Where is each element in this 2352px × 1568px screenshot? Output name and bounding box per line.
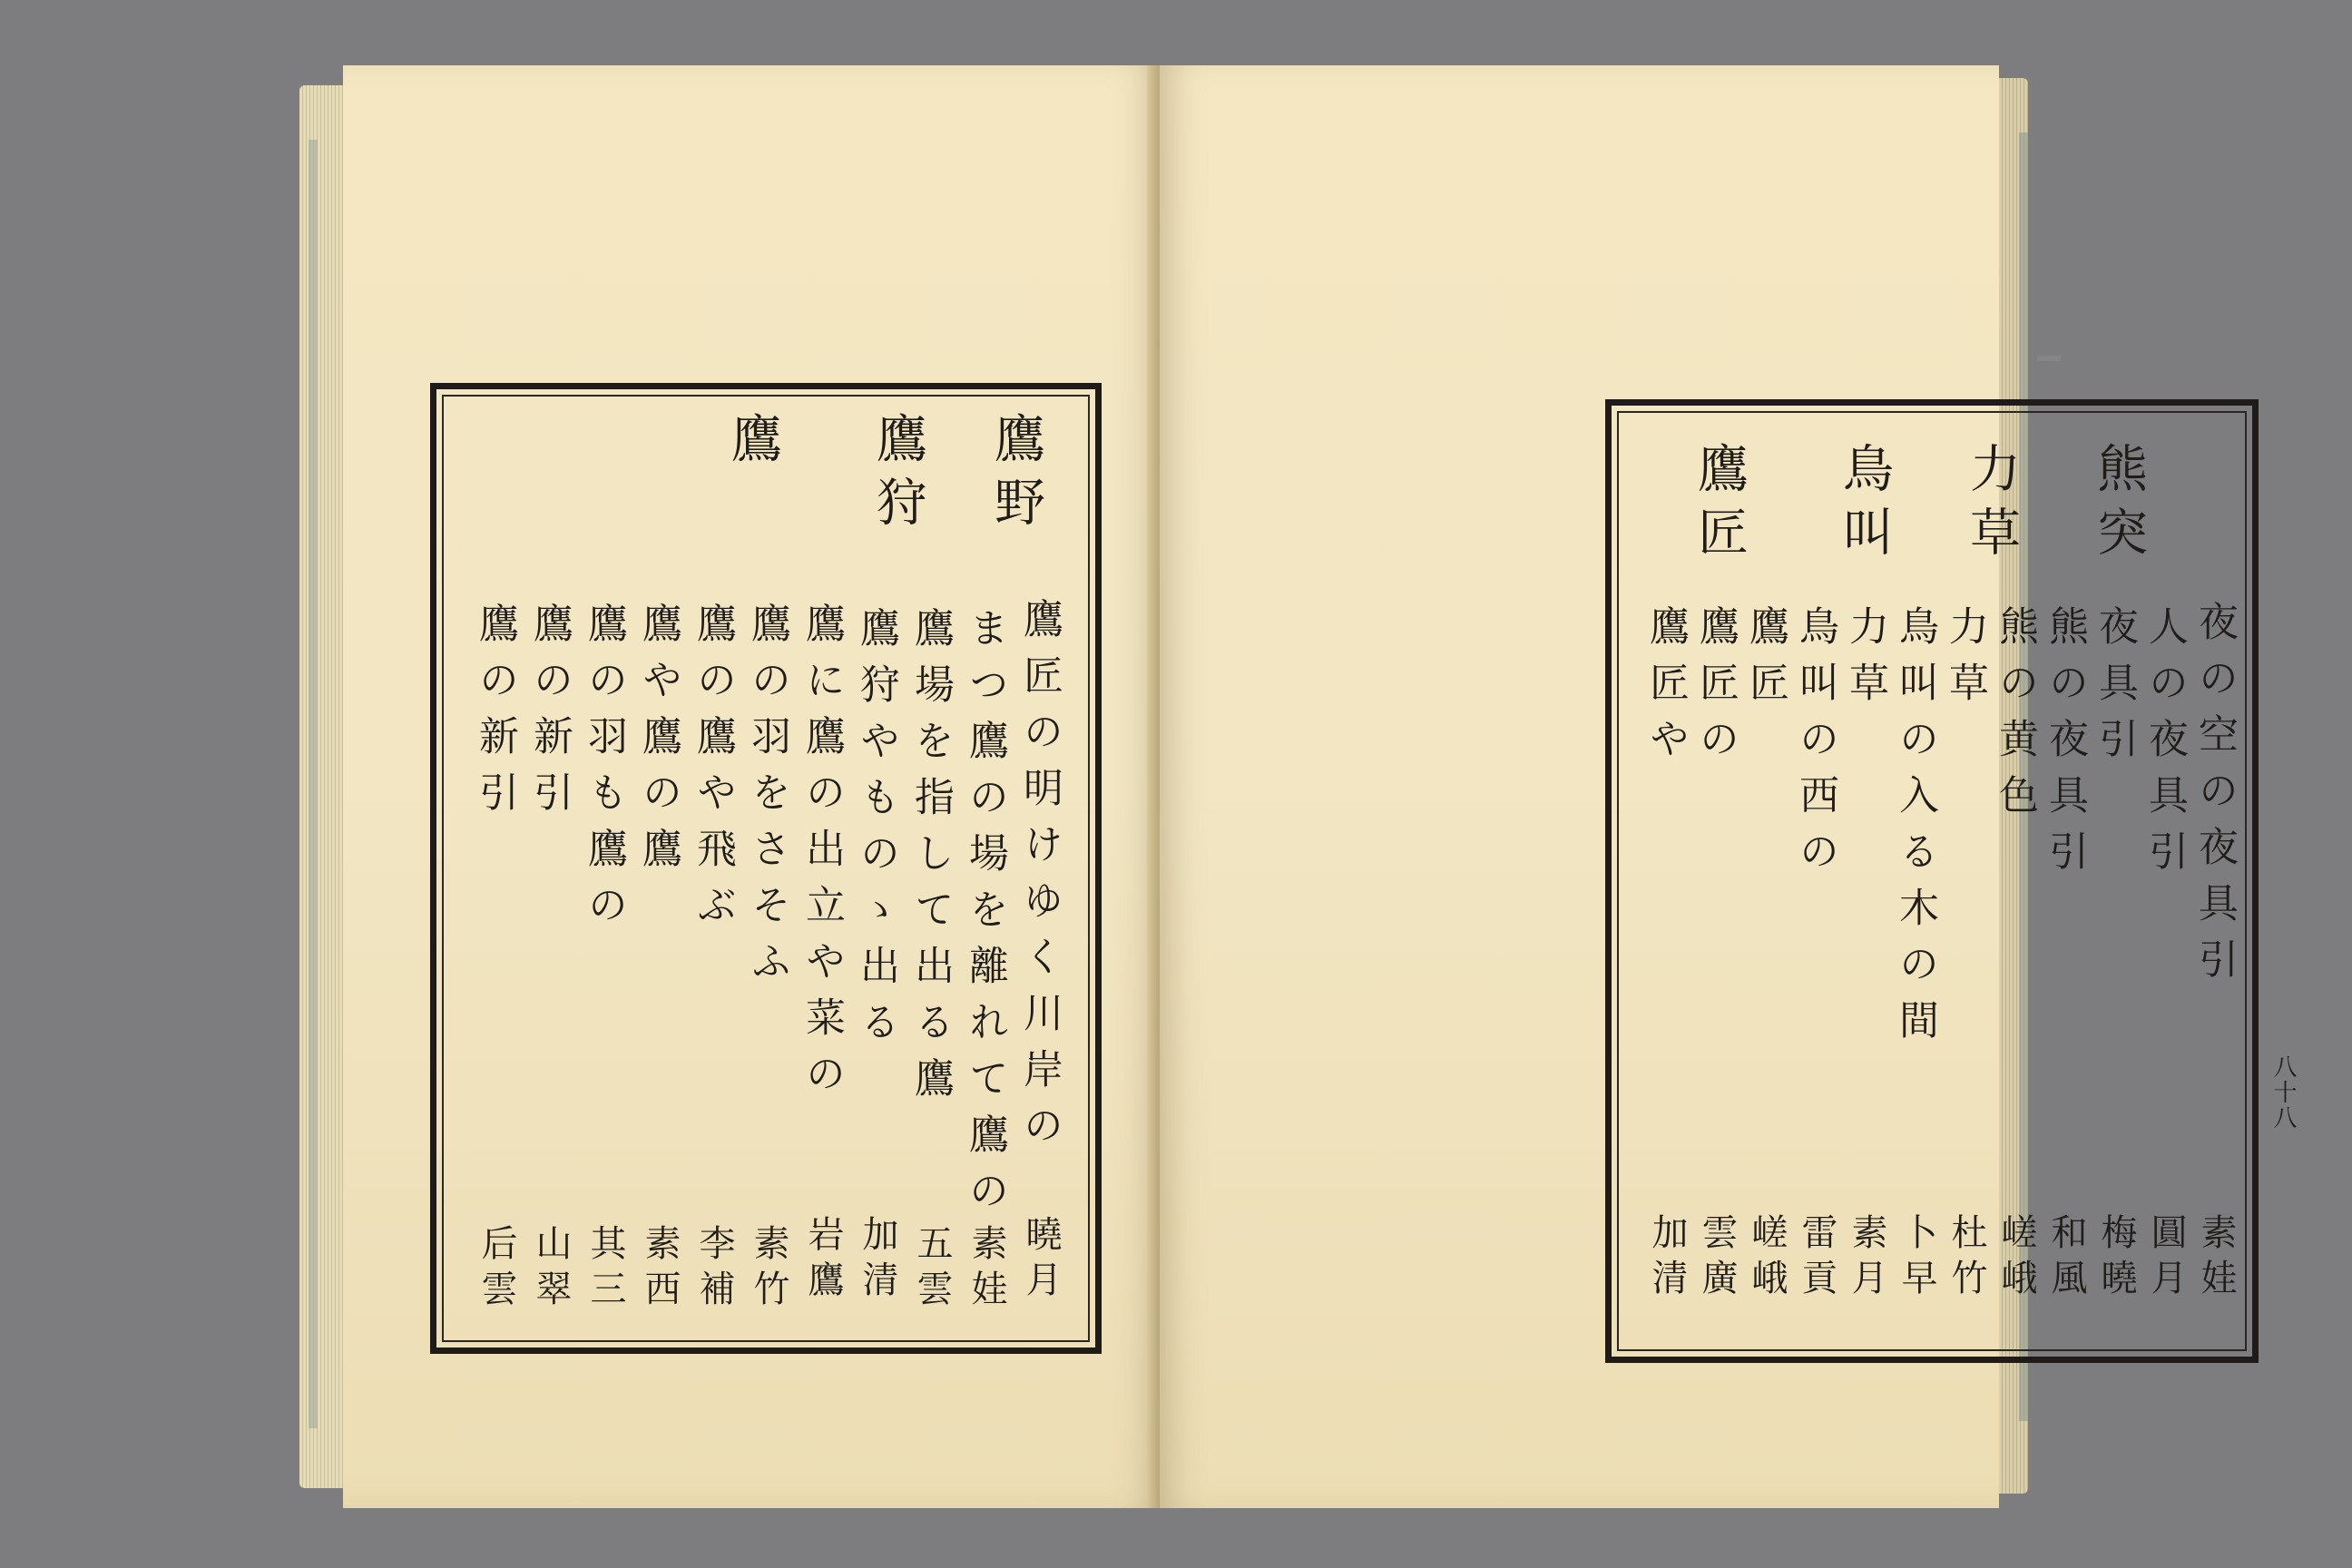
right-author-9: 雷貢: [1796, 1213, 1838, 1304]
right-verse-8: 力草: [1842, 605, 1888, 718]
left-author-3: 五雲: [911, 1224, 953, 1315]
left-author-6: 素竹: [748, 1224, 789, 1315]
left-author-8: 素西: [639, 1224, 681, 1315]
ink-smudge: [2037, 356, 2061, 361]
right-author-6: 杜竹: [1945, 1213, 1987, 1304]
left-author-4: 加清: [857, 1215, 898, 1306]
left-verse-1: 鷹匠の明けゆく川岸の: [1016, 598, 1063, 1161]
right-author-12: 加清: [1646, 1213, 1688, 1304]
left-text-frame: [430, 383, 1102, 1354]
left-page: [343, 65, 1160, 1508]
right-verse-2: 人の夜具引: [2141, 605, 2188, 887]
right-verse-10: 鷹匠: [1742, 605, 1788, 718]
right-author-3: 梅曉: [2095, 1213, 2137, 1304]
right-author-2: 圓月: [2145, 1213, 2187, 1304]
left-heading-1: 鷹野: [986, 412, 1045, 539]
left-verse-7: 鷹の鷹や飛ぶ: [690, 603, 736, 940]
right-verse-5: 熊の黄色: [1992, 605, 2038, 830]
right-verse-7: 鳥叫の入る木の間: [1892, 605, 1938, 1055]
right-author-1: 素娃: [2195, 1213, 2237, 1304]
right-verse-9: 鳥叫の西の: [1792, 605, 1838, 887]
left-author-5: 岩鷹: [802, 1215, 844, 1306]
left-author-10: 山翠: [530, 1224, 572, 1315]
right-author-11: 雲廣: [1696, 1213, 1738, 1304]
open-book: [299, 65, 2297, 1508]
left-verse-5: 鷹に鷹の出立や菜の: [799, 603, 845, 1109]
left-verse-10: 鷹の新引: [526, 603, 573, 828]
left-author-7: 李補: [693, 1224, 735, 1315]
left-verse-4: 鷹狩やものゝ出る: [853, 607, 899, 1057]
right-heading-2: 力草: [1962, 442, 2021, 569]
left-spine-edge: [309, 140, 318, 1428]
left-author-9: 其三: [584, 1224, 626, 1315]
left-verse-3: 鷹場を指して出る鷹: [907, 607, 954, 1113]
left-verse-11: 鷹の新引: [472, 603, 518, 828]
left-verse-8: 鷹や鷹の鷹: [635, 603, 681, 884]
left-verse-2: まつ鷹の場を離れて鷹の: [962, 607, 1008, 1226]
right-verse-6: 力草: [1942, 605, 1988, 718]
right-verse-11: 鷹匠の: [1692, 605, 1739, 774]
right-text-frame: [1605, 399, 2259, 1363]
right-heading-3: 鳥叫: [1835, 442, 1894, 569]
right-author-10: 嵯峨: [1746, 1213, 1788, 1304]
right-verse-4: 熊の夜具引: [2042, 605, 2088, 887]
right-author-8: 素月: [1846, 1213, 1887, 1304]
right-author-7: 卜早: [1896, 1213, 1937, 1304]
right-heading-4: 鷹匠: [1690, 442, 1749, 569]
right-verse-1: 夜の空の夜具引: [2191, 601, 2238, 995]
left-author-1: 曉月: [1020, 1215, 1062, 1306]
right-page: [1160, 65, 2297, 1508]
right-author-4: 和風: [2045, 1213, 2087, 1304]
left-verse-6: 鷹の羽をさそふ: [744, 603, 790, 996]
left-verse-9: 鷹の羽も鷹の: [581, 603, 627, 940]
right-author-5: 嵯峨: [1995, 1213, 2037, 1304]
right-heading-1: 熊突: [2089, 442, 2148, 569]
left-heading-3: 鷹: [723, 412, 782, 475]
left-author-2: 素娃: [965, 1224, 1007, 1315]
left-heading-2: 鷹狩: [868, 412, 927, 539]
left-author-11: 后雲: [475, 1224, 517, 1315]
right-verse-3: 夜具引: [2092, 605, 2138, 774]
right-verse-12: 鷹匠や: [1642, 605, 1689, 774]
page-folio-number: 八十八: [2269, 1054, 2297, 1131]
